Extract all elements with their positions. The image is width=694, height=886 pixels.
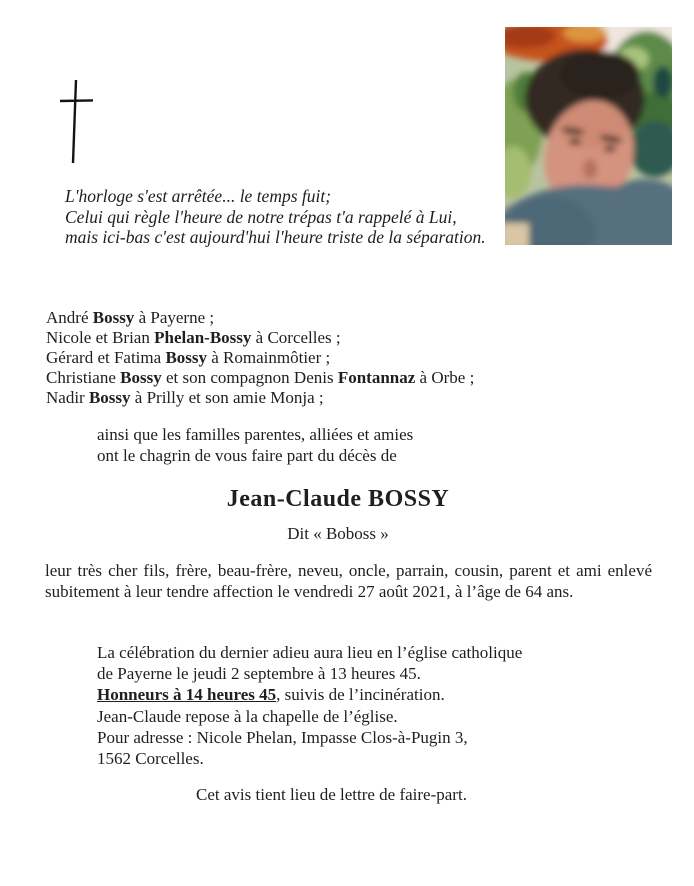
- text-line: ainsi que les familles parentes, alliées et amies: [97, 425, 414, 444]
- text-line: Honneurs à 14 heures 45, suivis de l’incinération.: [97, 685, 445, 705]
- text-line: Jean-Claude repose à la chapelle de l’église.: [97, 706, 398, 726]
- text-line: Celui qui règle l'heure de notre trépas t'a rappelé à Lui,: [65, 206, 457, 227]
- closing-line: Cet avis tient lieu de lettre de faire-part.: [196, 785, 467, 804]
- text-line: André Bossy à Payerne ;: [46, 308, 215, 327]
- text-line: L'horloge s'est arrêtée... le temps fuit;: [65, 186, 332, 206]
- portrait-photo: [505, 27, 672, 245]
- ceremony-details: [97, 642, 522, 769]
- text-line: Pour adresse : Nicole Phelan, Impasse Clos-à-Pugin 3,: [97, 727, 468, 747]
- text-line: mais ici-bas c'est aujourd'hui l'heure triste de la séparation.: [65, 227, 486, 247]
- text-line: Nadir Bossy à Prilly et son amie Monja ;: [46, 388, 324, 407]
- text-line: Christiane Bossy et son compagnon Denis Fontannaz à Orbe ;: [46, 368, 475, 387]
- text-line: 1562 Corcelles.: [97, 749, 204, 769]
- text-line: de Payerne le jeudi 2 septembre à 13 heures 45.: [97, 664, 421, 684]
- text-line: Nicole et Brian Phelan-Bossy à Corcelles ;: [46, 328, 341, 347]
- family-list: [46, 308, 474, 408]
- latin-cross-icon: [56, 76, 96, 168]
- deceased-nickname: Dit « Boboss »: [287, 524, 389, 543]
- memorial-quote: [65, 186, 486, 248]
- tribute-paragraph: leur très cher fils, frère, beau-frère, neveu, oncle, parrain, cousin, parent et ami enlevé subitement à leur tendre affection le vendredi 27 août 2021, à l’âge de 64 ans.: [45, 561, 652, 601]
- announcement-intro: [97, 424, 413, 466]
- text-line: Gérard et Fatima Bossy à Romainmôtier ;: [46, 348, 331, 367]
- text-line: La célébration du dernier adieu aura lieu en l’église catholique: [97, 643, 523, 662]
- text-line: ont le chagrin de vous faire part du décès de: [97, 446, 397, 465]
- deceased-name: Jean-Claude BOSSY: [226, 486, 450, 512]
